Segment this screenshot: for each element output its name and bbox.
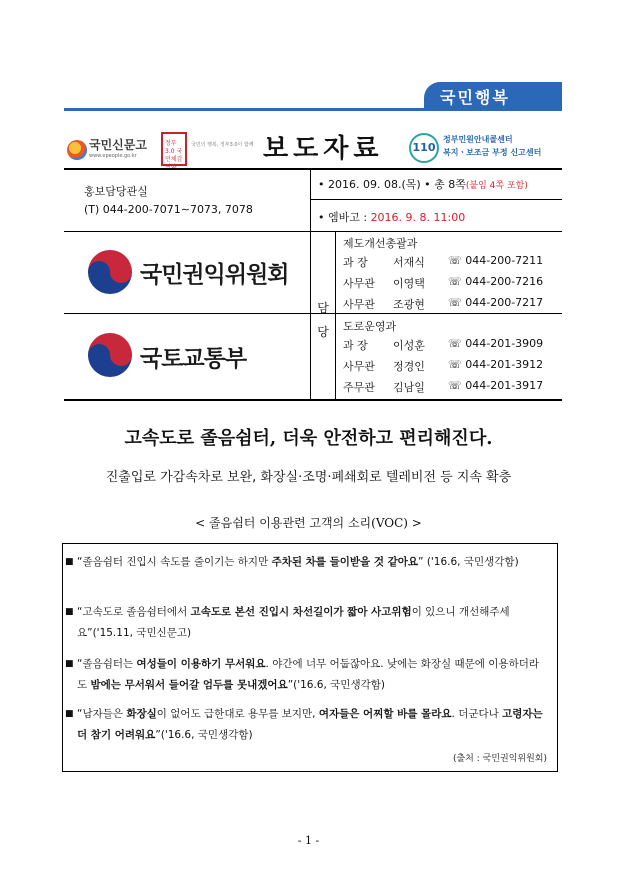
pr-department: 홍보담당관실 [84, 185, 148, 198]
contact-name: 이영택 [393, 277, 425, 290]
contact-tel: ☏ 044-200-7217 [448, 296, 544, 309]
voc-quote: ■ “졸음쉼터는 여성들이 이용하기 무서워요. 야간에 너무 어둡잖아요. 낮에는 화장실 때문에 이용하더라도 밤에는 무서워서 들어갈 엄두를 못내겠어요”('16.6, 국민생각함) [77, 654, 547, 696]
table-header-divider [64, 231, 562, 232]
110-icon: 110 [409, 133, 439, 163]
callcenter-line1: 정부민원안내콜센터 [443, 135, 513, 144]
press-release-title: 보도자료 [263, 134, 384, 164]
voc-source: (출처 : 국민권익위원회) [452, 754, 547, 764]
epeople-logo [67, 136, 149, 166]
epeople-logo-name: 국민신문고 [89, 138, 147, 152]
bullet-icon: ■ [65, 659, 74, 669]
contact-tel: ☏ 044-201-3917 [448, 379, 544, 392]
page-number: - 1 - [297, 834, 320, 847]
contact-tel: ☏ 044-201-3909 [448, 337, 544, 350]
contact-name: 서재식 [393, 256, 425, 269]
contact-name: 김남일 [393, 381, 425, 394]
globe-icon [67, 140, 87, 160]
voc-title: < 졸음쉼터 이용관련 고객의 소리(VOC) > [195, 516, 422, 530]
contact-tel: ☏ 044-200-7216 [448, 275, 544, 288]
contact-tel: ☏ 044-200-7211 [448, 254, 544, 267]
contact-dept: 도로운영과 [343, 320, 397, 333]
contact-title: 과 장 [343, 339, 368, 352]
contact-label-divider [335, 231, 336, 400]
contact-name: 정경인 [393, 360, 425, 373]
voc-quote: ■ “고속도로 졸음쉼터에서 고속도로 본선 진입시 차선길이가 짧아 사고위험이 있으니 개선해주세요”('15.11, 국민신문고) [77, 602, 547, 644]
voc-quote-box [62, 543, 558, 772]
contact-tel: ☏ 044-201-3912 [448, 358, 544, 371]
contact-title: 주무관 [343, 381, 375, 394]
table-top-border [64, 168, 562, 170]
pr-phone: (T) 044-200-7071∼7073, 7078 [84, 203, 253, 216]
bullet-icon: ■ [65, 709, 74, 719]
contact-dept: 제도개선총괄과 [343, 237, 418, 250]
contact-name: 이성훈 [393, 339, 425, 352]
gov30-caption: 국민의 행복, 정부3.0이 함께 [191, 142, 254, 148]
callcenter-110-logo [409, 132, 559, 166]
table-vertical-divider [310, 168, 311, 400]
org-row-divider [64, 313, 562, 314]
contact-label: 담 당 [317, 301, 329, 339]
voc-quote: ■ “남자들은 화장실이 없어도 급한대로 용무를 보지만, 여자들은 어찌할 바를 몰라요. 더군다나 고령자는 더 참기 어려워요”('16.6, 국민생각함) [77, 704, 547, 746]
gov30-badge: 정부3.0 국민체감 [161, 132, 187, 166]
org-acrc-name: 국민권익위원회 [140, 262, 289, 288]
headline: 고속도로 졸음쉼터, 더욱 안전하고 편리해진다. [124, 428, 493, 449]
gov30-logo [161, 132, 254, 168]
table-bottom-border [64, 399, 562, 401]
contact-name: 조광현 [393, 298, 425, 311]
contact-title: 사무관 [343, 298, 375, 311]
epeople-logo-url: www.epeople.go.kr [89, 153, 137, 159]
taeguk-emblem-icon [88, 250, 132, 294]
banner-label: 국민행복 [440, 88, 510, 107]
contact-title: 사무관 [343, 277, 375, 290]
contact-title: 과 장 [343, 256, 368, 269]
embargo: • 엠바고 : 2016. 9. 8. 11:00 [318, 211, 466, 224]
callcenter-line2: 복지ㆍ보조금 부정 신고센터 [443, 148, 542, 157]
contact-title: 사무관 [343, 360, 375, 373]
bullet-icon: ■ [65, 607, 74, 617]
release-date: • 2016. 09. 08.(목) • 총 8쪽(붙임 4쪽 포함) [318, 178, 528, 191]
voc-quote: ■ “졸음쉼터 진입시 속도를 줄이기는 하지만 주차된 차를 들이받을 것 같아요” ('16.6, 국민생각함) [77, 552, 547, 573]
subheadline: 진출입로 가감속차로 보완, 화장실·조명·폐쇄회로 텔레비전 등 지속 확충 [105, 470, 512, 485]
date-embargo-divider [310, 199, 562, 200]
org-molit-name: 국토교통부 [140, 346, 247, 372]
bullet-icon: ■ [65, 557, 74, 567]
taeguk-emblem-icon [88, 333, 132, 377]
